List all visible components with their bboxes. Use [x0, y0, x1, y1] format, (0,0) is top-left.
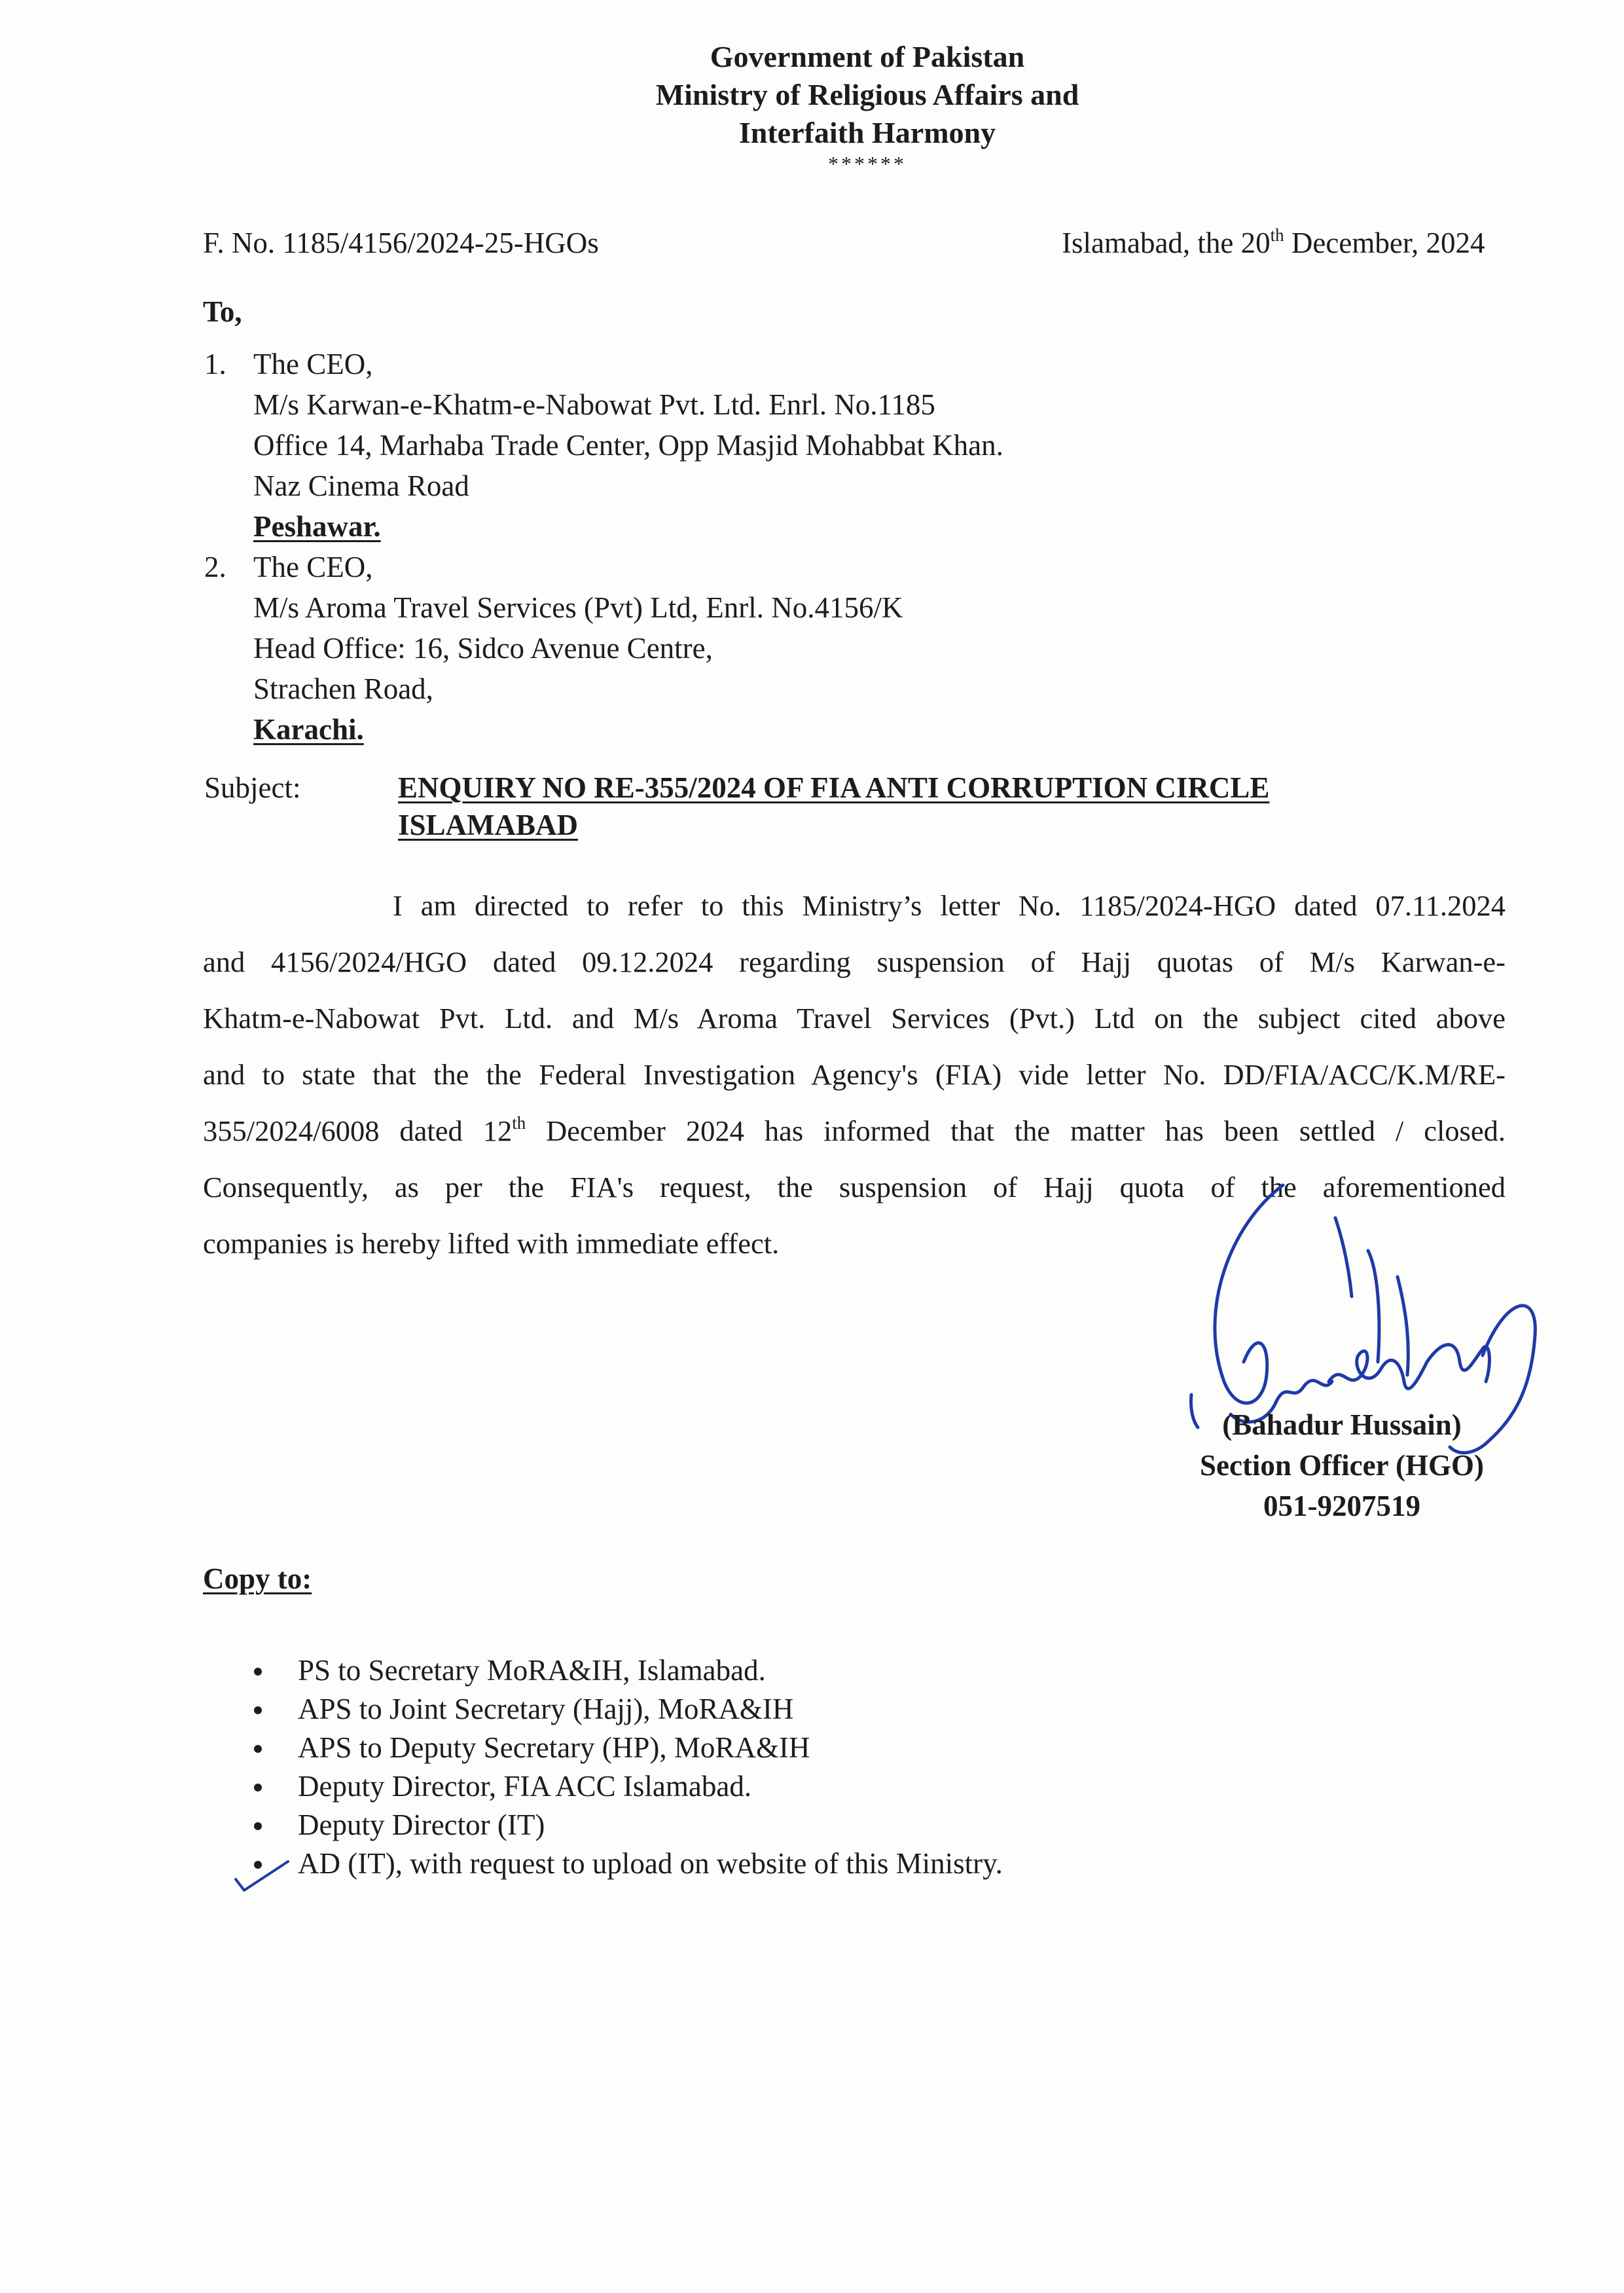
body-line-5: 355/2024/6008 dated 12th December 2024 has informed that the matter has been settled / closed.: [203, 1113, 1506, 1147]
subject-line-2: ISLAMABAD: [398, 809, 579, 841]
subject-line-1: ENQUIRY NO RE-355/2024 OF FIA ANTI CORRUPTION CIRCLE: [398, 771, 1270, 804]
body-line-7: companies is hereby lifted with immediate effect.: [203, 1227, 780, 1260]
recipient-2-line-2: M/s Aroma Travel Services (Pvt) Ltd, Enrl. No.4156/K: [253, 591, 903, 624]
recipient-2-line-1: The CEO,: [253, 551, 373, 583]
list-item: PS to Secretary MoRA&IH, Islamabad.: [249, 1651, 1003, 1690]
recipient-1-number: 1.: [204, 348, 226, 380]
list-item: Deputy Director, FIA ACC Islamabad.: [249, 1767, 1003, 1806]
recipient-2-line-3: Head Office: 16, Sidco Avenue Centre,: [253, 632, 713, 665]
body-line-2: and 4156/2024/HGO dated 09.12.2024 regarding suspension of Hajj quotas of M/s Karwan-e-: [203, 945, 1506, 978]
subject-label: Subject:: [204, 771, 301, 804]
recipient-1-city: Peshawar.: [253, 510, 381, 543]
to-label: To,: [203, 295, 242, 328]
recipient-2-city: Karachi.: [253, 713, 364, 746]
recipient-1-line-2: M/s Karwan-e-Khatm-e-Nabowat Pvt. Ltd. Enrl. No.1185: [253, 388, 935, 421]
body-line-4: and to state that the the Federal Investigation Agency's (FIA) vide letter No. DD/FIA/ACC/K.M/RE-: [203, 1058, 1506, 1091]
list-item: Deputy Director (IT): [249, 1806, 1003, 1844]
recipient-1-line-4: Naz Cinema Road: [253, 469, 469, 502]
header-stars: ******: [828, 152, 907, 175]
body-line-1: I am directed to refer to this Ministry’s letter No. 1185/2024-HGO dated 07.11.2024: [393, 889, 1506, 922]
list-item: APS to Joint Secretary (Hajj), MoRA&IH: [249, 1690, 1003, 1729]
list-item: APS to Deputy Secretary (HP), MoRA&IH: [249, 1729, 1003, 1767]
letter-date: Islamabad, the 20th December, 2024: [1062, 225, 1485, 259]
file-number: F. No. 1185/4156/2024-25-HGOs: [203, 227, 599, 259]
recipient-2-number: 2.: [204, 551, 226, 583]
body-line-3: Khatm-e-Nabowat Pvt. Ltd. and M/s Aroma Travel Services (Pvt.) Ltd on the subject cited above: [203, 1002, 1506, 1035]
header-government: Government of Pakistan: [710, 40, 1025, 73]
copy-to-label: Copy to:: [203, 1562, 312, 1595]
copy-to-list: [249, 1651, 1003, 1883]
recipient-1-line-1: The CEO,: [253, 348, 373, 380]
signatory-name: (Bahadur Hussain): [1222, 1408, 1462, 1441]
header-ministry: Ministry of Religious Affairs and: [655, 78, 1079, 111]
list-item: AD (IT), with request to upload on website of this Ministry.: [249, 1844, 1003, 1883]
checkmark-icon: [232, 1856, 291, 1896]
body-line-6: Consequently, as per the FIA's request, the suspension of Hajj quota of the aforementioned: [203, 1171, 1506, 1203]
recipient-1-line-3: Office 14, Marhaba Trade Center, Opp Masjid Mohabbat Khan.: [253, 429, 1003, 462]
header-interfaith: Interfaith Harmony: [738, 116, 996, 149]
recipient-2-line-4: Strachen Road,: [253, 672, 433, 705]
signatory-designation: Section Officer (HGO): [1199, 1449, 1485, 1482]
signatory-phone: 051-9207519: [1263, 1490, 1420, 1522]
